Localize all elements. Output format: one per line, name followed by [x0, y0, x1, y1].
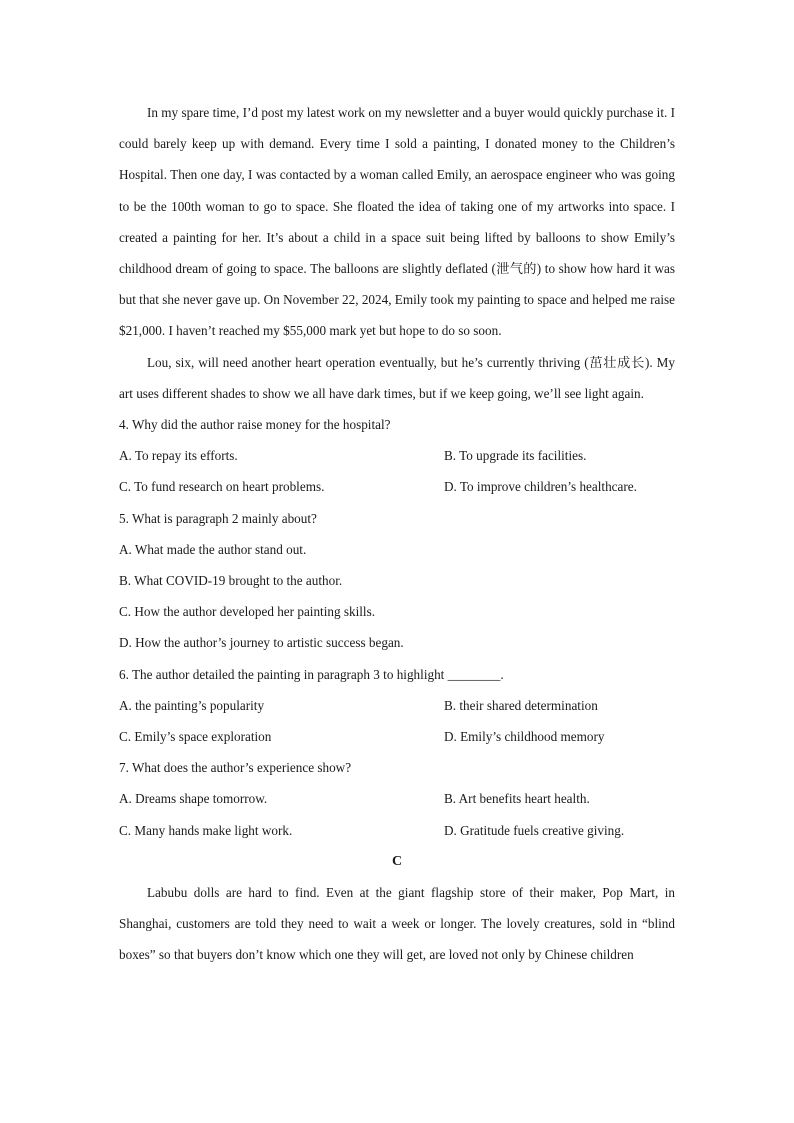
passage-paragraph: Lou, six, will need another heart operation eventually, but he’s currently thriving (茁壮成长). My art uses different shades to show we all have dark times, but if we keep going, we’ll see light again.: [119, 354, 675, 401]
option-b: B. What COVID-19 brought to the author.: [119, 573, 343, 589]
option-d: D. How the author’s journey to artistic success began.: [119, 635, 404, 651]
question-stem: 5. What is paragraph 2 mainly about?: [119, 510, 317, 526]
option-c: C. Emily’s space exploration: [119, 729, 272, 745]
options-row: [119, 815, 675, 846]
document-page: [119, 97, 675, 971]
option-a: A. the painting’s popularity: [119, 697, 265, 713]
option-c: C. Many hands make light work.: [119, 822, 293, 838]
options-row: [119, 690, 675, 721]
question-stem: 6. The author detailed the painting in paragraph 3 to highlight ________.: [119, 666, 504, 682]
options-row: [119, 440, 675, 471]
option-d: D. Gratitude fuels creative giving.: [444, 822, 625, 838]
option-a: A. To repay its efforts.: [119, 448, 238, 464]
question-stem: 7. What does the author’s experience show?: [119, 760, 352, 776]
options-row: [119, 721, 675, 752]
option-b: B. Art benefits heart health.: [444, 791, 590, 807]
question-stem: 4. Why did the author raise money for the hospital?: [119, 417, 391, 433]
passage-paragraph: Labubu dolls are hard to find. Even at the giant flagship store of their maker, Pop Mart, in Shanghai, customers are told they need to wait a week or longer. The lovely creatures, sold in “blind boxes” so that buyers don’t know which one they will get, are loved not only by Chinese children: [119, 885, 675, 963]
option-a: A. Dreams shape tomorrow.: [119, 791, 268, 807]
passage-paragraph: In my spare time, I’d post my latest work on my newsletter and a buyer would quickly purchase it. I could barely keep up with demand. Every time I sold a painting, I donated money to the Children’s Hospital. Then one day, I was contacted by a woman called Emily, an aerospace engineer who was going to be the 100th woman to go to space. She floated the idea of taking one of my artworks into space. I created a painting for her. It’s about a child in a space suit being lifted by balloons to show Emily’s childhood dream of going to space. The balloons are slightly deflated (泄气的) to show how hard it was but that she never gave up. On November 22, 2024, Emily took my painting to space and helped me raise $21,000. I haven’t reached my $55,000 mark yet but hope to do so soon.: [119, 105, 675, 339]
option-b: B. their shared determination: [444, 697, 598, 713]
options-row: [119, 783, 675, 814]
option-d: D. To improve children’s healthcare.: [444, 479, 637, 495]
options-row: [119, 471, 675, 502]
option-a: A. What made the author stand out.: [119, 541, 307, 557]
option-c: C. How the author developed her painting skills.: [119, 604, 376, 620]
option-d: D. Emily’s childhood memory: [444, 729, 605, 745]
option-c: C. To fund research on heart problems.: [119, 479, 325, 495]
section-title: C: [391, 853, 403, 869]
option-b: B. To upgrade its facilities.: [444, 448, 587, 464]
